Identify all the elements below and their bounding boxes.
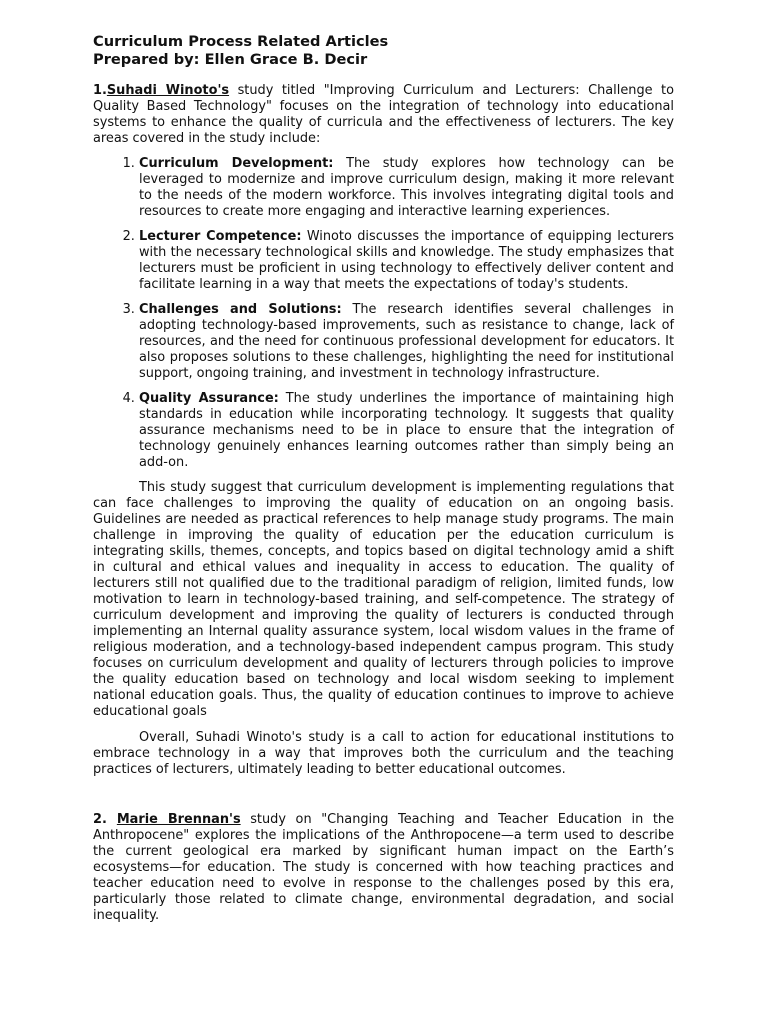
list-item-heading: Challenges and Solutions: [139,302,342,317]
section-2-author: Marie Brennan's [116,812,241,827]
list-item [139,391,674,471]
section-2-number: 2. [93,812,117,827]
key-areas-list [93,156,674,471]
document-title: Curriculum Process Related Articles [93,33,389,50]
section-1-author: Suhadi Winoto's [106,83,230,98]
section-1-intro [93,83,674,147]
prepared-by: Prepared by: Ellen Grace B. Decir [93,51,368,68]
section-2-intro-text: study on "Changing Teaching and Teacher Education in the Anthropocene" explores the implications of the Anthropocene—a term used to describe the current geological era marked by significant human impact on the Earth’s ecosystems—for education. The study is concerned with how teaching practices and teacher education need to evolve in response to the challenges posed by this era, particularly those related to climate change, environmental degradation, and social inequality. [93,812,674,923]
list-item-heading: Quality Assurance: [139,391,279,406]
list-item-heading: Lecturer Competence: [139,229,302,244]
list-item [139,156,674,220]
list-item-text: Winoto discusses the importance of equipping lecturers with the necessary technological skills and knowledge. The study emphasizes that lecturers must be proficient in using technology to effectively deliver content and facilitate learning in a way that meets the expectations of today's students. [139,229,674,292]
list-item [139,229,674,293]
section-1-intro-text: study titled "Improving Curriculum and Lecturers: Challenge to Quality Based Technology" focuses on the integration of technology into educational systems to enhance the quality of curricula and the effectiveness of lecturers. The key areas covered in the study include: [93,83,674,146]
section-1-conclusion: Overall, Suhadi Winoto's study is a call to action for educational institutions to embrace technology in a way that improves both the curriculum and the teaching practices of lecturers, ultimately leading to better educational outcomes. [93,730,674,777]
section-2-intro [93,812,674,924]
list-item [139,302,674,382]
list-item-text: The research identifies several challenges in adopting technology-based improvements, such as resistance to change, lack of resources, and the need for continuous professional development for educators. It also proposes solutions to these challenges, highlighting the need for institutional support, ongoing training, and investment in technology infrastructure. [139,302,674,381]
section-1-number: 1. [93,83,107,98]
section-1-body-paragraph: This study suggest that curriculum development is implementing regulations that can face challenges to improving the quality of education on an ongoing basis. Guidelines are needed as practical references to help manage study programs. The main challenge in improving the quality of education per the education curriculum is integrating skills, themes, concepts, and topics based on digital technology amid a shift in cultural and ethical values and inequality in access to education. The quality of lecturers still not qualified due to the traditional paradigm of religion, limited funds, low motivation to learn in technology-based training, and self-competence. The strategy of curriculum development and improving the quality of lecturers is conducted through implementing an Internal quality assurance system, local wisdom values in the frame of religious moderation, and a technology-based independent campus program. This study focuses on curriculum development and quality of lecturers through policies to improve the quality education based on technology and local wisdom seeking to implement national education goals. Thus, the quality of education continues to improve to achieve educational goals [93,480,674,719]
list-item-text: The study underlines the importance of maintaining high standards in education while incorporating technology. It suggests that quality assurance mechanisms need to be in place to ensure that the integration of technology genuinely enhances learning outcomes rather than simply being an add-on. [139,391,674,470]
list-item-text: The study explores how technology can be leveraged to modernize and improve curriculum design, making it more relevant to the needs of the modern workforce. This involves integrating digital tools and resources to create more engaging and interactive learning experiences. [139,156,674,219]
list-item-heading: Curriculum Development: [139,156,334,171]
